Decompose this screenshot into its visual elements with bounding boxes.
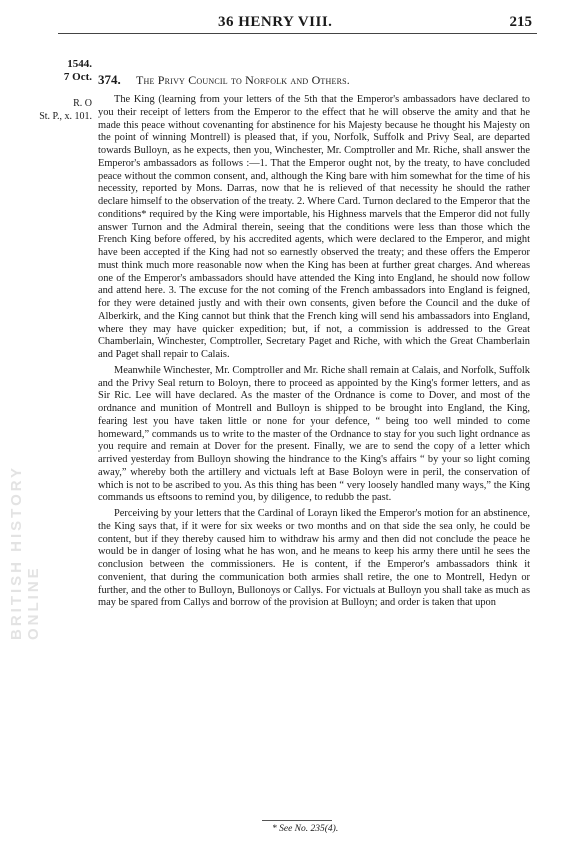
margin-source: R. O	[73, 98, 92, 109]
page-header	[0, 14, 567, 32]
paragraph: Meanwhile Winchester, Mr. Comptroller and Mr. Riche shall remain at Calais, and Norfolk, Suffolk and the Privy Seal return to Boloyn, there to proceed as appointed by the King's former letters, and as Sir Ric. Lee will have declared. As the master of the Ordnance is come to Dover, and most of the ordnance and munition of Montrell and Bulloyn is shipped to be brought into England, the King, fearing lest you have taken little or none for your defence, “ being too well minded to come homeward,” commands us to write to the master of the Ordnance to stay for you such light ordnance as you require and remain at Dover for the present. Finally, we are to send the copy of a letter which arrived yesterday from Bulloyn showing the hindrance to the King's affairs “ by your so light coming away,” whereby both the artillery and victuals left at Base Boloyn were in peril, the conservation of which is not to be ascribed to you. As this thing has been “ very loosely handled many ways,” the King commands us eftsoons to remind you, by diligence, to redubb the past.	[98, 364, 530, 504]
margin-reference: St. P., x. 101.	[39, 111, 92, 122]
running-title: 36 HENRY VIII.	[218, 14, 333, 30]
entry-title: The Privy Council to Norfolk and Others.	[136, 73, 350, 87]
entry-number: 374.	[98, 72, 121, 87]
footnote: * See No. 235(4).	[272, 824, 339, 834]
page-number: 215	[509, 14, 532, 30]
footnote-rule	[262, 820, 332, 821]
header-rule	[58, 33, 537, 34]
watermark: BRITISH HISTORY ONLINE	[8, 465, 42, 640]
paragraph: Perceiving by your letters that the Cardinal of Lorayn liked the Emperor's motion for an abstinence, the King says that, if it were for six weeks or two months and on that side the sea only, he could be content, but if they thereby caused him to withdraw his army and then did not conclude the peace he would be in danger of losing what he has won, and he means to keep his army there until he sees the conclusion between the commissioners. He is content, if the Emperor's ambassadors think it convenient, that during the communication both armies shall retire, the one to Montrell, Hedyn or further, and the other to Bulloyn, Bullonoys or Callys. For victuals at Bulloyn you shall take as much as may be spared from Callys and borrow of the provision at Bulloyn; and order is taken that upon	[98, 508, 530, 609]
paragraph: The King (learning from your letters of the 5th that the Emperor's ambassadors have declared to you their receipt of letters from the Emperor to the effect that he will observe the amity and that he made this peace without covenanting for abstinence for his Majesty because he thought his Majesty on the point of winning Montrell) is pleased that, if you, Norfolk, Suffolk and Privy Seal, are departed towards Bulloyn, as he expects, then you, Winchester, Mr. Comptroller and Mr. Riche, shall answer the Emperor's ambassadors as follows :—1. That the Emperor ought not, by the treaty, to have concluded peace without the common consent, and, although the King bare with him somewhat for the time of his necessity, reported by Mons. Darras, now that he is relieved of that necessity he should the rather declare himself to the observation of the treaty. 2. Where Card. Turnon declared to the Emperor that the conditions* required by the King were importable, his Highness marvels that the Emperor did not fully answer Turnon and the Admiral therein, seeing that the conditions were less than those which the French King before offered, by his accredited agents, which were declared to the Emperor, and might have been accepted if the King had not so earnestly observed the treaty; and these offers the Emperor must think much more reasonable now when the King has been at further great charges. And whereas one of the Emperor's ambassadors should have attended the King into England, he should now follow and attend here. 3. The excuse for the not coming of the French ambassadors into England is feigned, for they were detained justly and with their own consents, given before the Council and the duke of Alberkirk, and the King cannot but think that the French king will send his ambassadors into England, where they may have quicker expedition; but, if not, a commission is addressed to the Great Chamberlain, Winchester, Comptroller, Secretary Paget and Riche, with which the Great Chamberlain and Paget shall repair to Calais.	[98, 94, 530, 360]
margin-year: 1544.	[67, 58, 92, 70]
margin-date: 7 Oct.	[63, 71, 92, 83]
body-text	[98, 94, 530, 613]
